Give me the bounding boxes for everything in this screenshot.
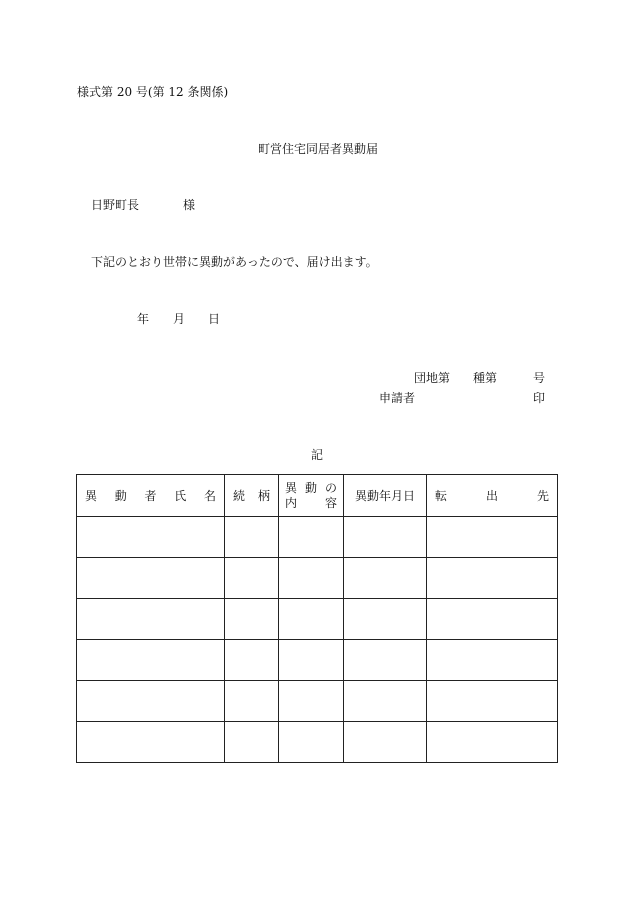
cell-change-content[interactable] xyxy=(279,640,344,681)
cell-change-date[interactable] xyxy=(344,681,427,722)
header-char: 氏 xyxy=(174,489,187,503)
cell-changer-name[interactable] xyxy=(77,599,225,640)
addressee-honorific: 様 xyxy=(183,198,196,212)
cell-destination[interactable] xyxy=(427,640,558,681)
table-row xyxy=(77,599,558,640)
cell-relation[interactable] xyxy=(225,722,279,763)
form-number: 様式第 20 号(第 12 条関係) xyxy=(77,85,229,99)
header-char: 内 xyxy=(285,495,298,510)
header-char: 転 xyxy=(435,489,448,503)
applicant-label: 申請者 xyxy=(379,391,416,405)
table-row xyxy=(77,558,558,599)
table-header-row xyxy=(77,475,558,517)
danchi-label: 団地第 xyxy=(414,371,451,385)
header-char: 名 xyxy=(203,489,216,503)
cell-change-content[interactable] xyxy=(279,722,344,763)
addressee-name: 日野町長 xyxy=(91,198,140,212)
go-label: 号 xyxy=(533,371,546,385)
table-row xyxy=(77,722,558,763)
header-change-date xyxy=(344,475,427,517)
cell-change-content[interactable] xyxy=(279,599,344,640)
cell-changer-name[interactable] xyxy=(77,681,225,722)
header-destination xyxy=(427,475,558,517)
header-char: 異 xyxy=(285,480,298,495)
cell-destination[interactable] xyxy=(427,681,558,722)
cell-changer-name[interactable] xyxy=(77,640,225,681)
cell-change-date[interactable] xyxy=(344,517,427,558)
cell-relation[interactable] xyxy=(225,681,279,722)
table-row xyxy=(77,681,558,722)
cell-changer-name[interactable] xyxy=(77,517,225,558)
header-change-content xyxy=(279,475,344,517)
header-char: 容 xyxy=(324,495,337,510)
date-day-label: 日 xyxy=(208,312,221,326)
cell-relation[interactable] xyxy=(225,558,279,599)
cell-change-date[interactable] xyxy=(344,599,427,640)
seal-label: 印 xyxy=(533,391,546,405)
cell-relation[interactable] xyxy=(225,599,279,640)
header-char: 先 xyxy=(536,489,549,503)
date-year-label: 年 xyxy=(137,312,150,326)
header-changer-name xyxy=(77,475,225,517)
header-char: 柄 xyxy=(257,489,270,503)
cell-changer-name[interactable] xyxy=(77,722,225,763)
table-row xyxy=(77,640,558,681)
cell-change-date[interactable] xyxy=(344,558,427,599)
cell-destination[interactable] xyxy=(427,722,558,763)
cell-relation[interactable] xyxy=(225,640,279,681)
cell-change-date[interactable] xyxy=(344,722,427,763)
header-char: 動 xyxy=(114,489,127,503)
cell-destination[interactable] xyxy=(427,558,558,599)
header-char: 異 xyxy=(85,489,98,503)
ki-label: 記 xyxy=(311,448,324,462)
shu-label: 種第 xyxy=(473,371,498,385)
change-table xyxy=(76,474,558,763)
cell-destination[interactable] xyxy=(427,599,558,640)
cell-change-date[interactable] xyxy=(344,640,427,681)
cell-change-content[interactable] xyxy=(279,681,344,722)
cell-changer-name[interactable] xyxy=(77,558,225,599)
header-relation xyxy=(225,475,279,517)
header-char: 動 xyxy=(304,480,317,495)
cell-change-content[interactable] xyxy=(279,517,344,558)
intro-text: 下記のとおり世帯に異動があったので、届け出ます。 xyxy=(91,255,378,269)
cell-change-content[interactable] xyxy=(279,558,344,599)
date-month-label: 月 xyxy=(173,312,186,326)
cell-destination[interactable] xyxy=(427,517,558,558)
header-char: 続 xyxy=(233,489,246,503)
header-char: 出 xyxy=(485,489,498,503)
table-row xyxy=(77,517,558,558)
cell-relation[interactable] xyxy=(225,517,279,558)
header-char: 者 xyxy=(144,489,157,503)
document-title: 町営住宅同居者異動届 xyxy=(258,142,379,156)
header-change-date-label: 異動年月日 xyxy=(354,489,415,503)
header-char: の xyxy=(324,480,337,495)
